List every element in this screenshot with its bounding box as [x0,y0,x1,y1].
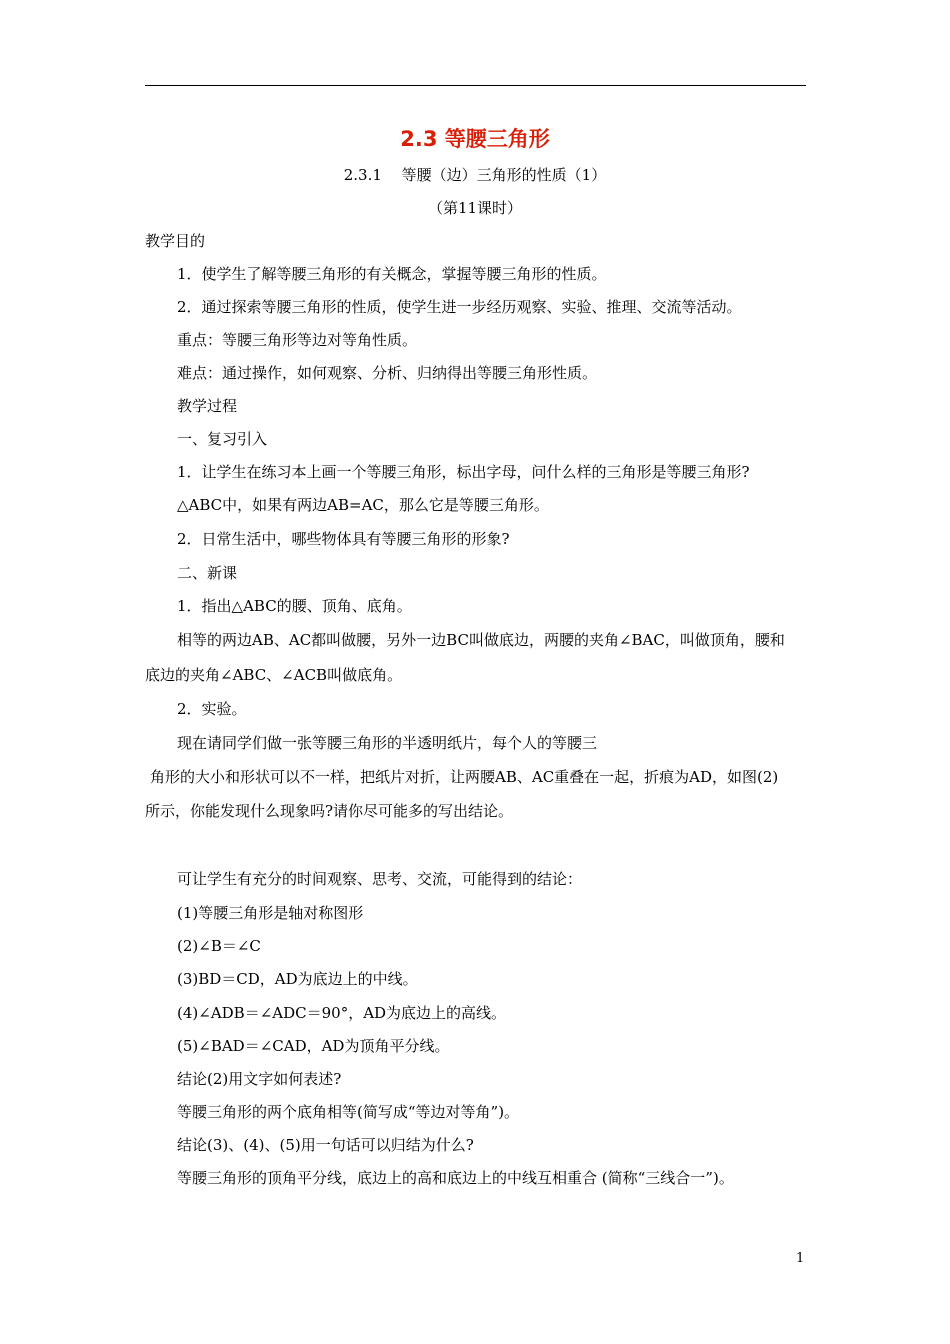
section-subtitle: 2.3.1 等腰（边）三角形的性质（1） [343,166,607,184]
conclusion-3: (3)BD＝CD，AD为底边上的中线。 [177,970,418,988]
objective-2: 2．通过探索等腰三角形的性质，使学生进一步经历观察、实验、推理、交流等活动。 [177,298,742,316]
question-conclusion-2: 结论(2)用文字如何表述? [177,1070,342,1088]
review-item-1: 1．让学生在练习本上画一个等腰三角形，标出字母，问什么样的三角形是等腰三角形? [177,463,750,481]
session-label: （第11课时） [427,199,523,217]
definition-line-2: 底边的夹角∠ABC、∠ACB叫做底角。 [145,666,403,684]
definition-line-1: 相等的两边AB、AC都叫做腰，另外一边BC叫做底边，两腰的夹角∠BAC，叫做顶角，腰和 [177,631,785,649]
section-review: 一、复习引入 [177,430,268,448]
answer-conclusion-2: 等腰三角形的两个底角相等(简写成“等边对等角”)。 [177,1103,520,1121]
difficult-point: 难点：通过操作，如何观察、分析、归纳得出等腰三角形性质。 [177,364,598,382]
section-new-lesson: 二、新课 [177,564,238,582]
conclusion-1: (1)等腰三角形是轴对称图形 [177,904,364,922]
review-answer-1: △ABC中，如果有两边AB=AC，那么它是等腰三角形。 [177,496,549,514]
lesson-item-1: 1．指出△ABC的腰、顶角、底角。 [177,597,412,615]
experiment-line-1: 现在请同学们做一张等腰三角形的半透明纸片，每个人的等腰三 [177,734,598,752]
answer-three-lines: 等腰三角形的顶角平分线，底边上的高和底边上的中线互相重合 (简称“三线合一”)。 [177,1169,734,1187]
experiment-line-3: 所示，你能发现什么现象吗?请你尽可能多的写出结论。 [145,802,514,820]
conclusion-2: (2)∠B＝∠C [177,937,261,955]
conclusion-5: (5)∠BAD＝∠CAD，AD为顶角平分线。 [177,1037,450,1055]
question-conclusion-345: 结论(3)、(4)、(5)用一句话可以归结为什么? [177,1136,474,1154]
key-point: 重点：等腰三角形等边对等角性质。 [177,331,418,349]
heading-objectives: 教学目的 [145,232,206,250]
review-item-2: 2．日常生活中，哪些物体具有等腰三角形的形象? [177,530,510,548]
header-rule [145,85,806,86]
experiment-line-2: 角形的大小和形状可以不一样，把纸片对折，让两腰AB、AC重叠在一起，折痕为AD，如图(2) [150,768,779,786]
conclusion-4: (4)∠ADB＝∠ADC＝90°，AD为底边上的高线。 [177,1004,507,1022]
page-number: 1 [796,1251,805,1266]
objective-1: 1．使学生了解等腰三角形的有关概念，掌握等腰三角形的性质。 [177,265,607,283]
conclusion-intro: 可让学生有充分的时间观察、思考、交流，可能得到的结论： [177,870,583,888]
page-title: 2.3 等腰三角形 [400,127,550,151]
lesson-item-2: 2．实验。 [177,700,247,718]
heading-process: 教学过程 [177,397,238,415]
